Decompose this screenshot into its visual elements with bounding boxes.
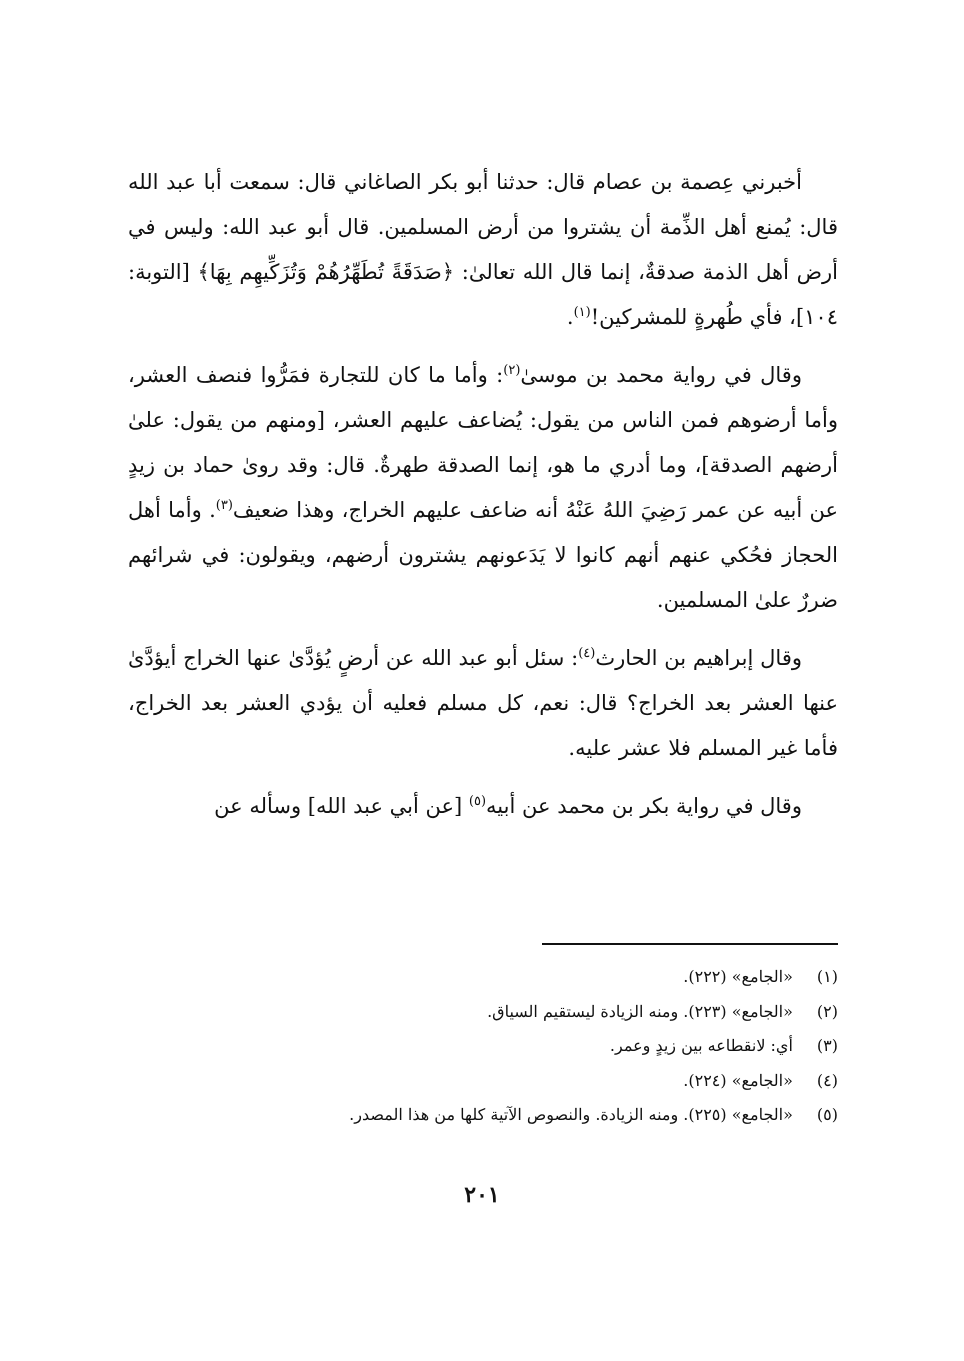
footnote-2	[160, 995, 838, 1030]
paragraph-text: وقال إبراهيم بن الحارث	[595, 646, 803, 670]
footnote-3	[160, 1029, 838, 1064]
footnote-ref-2: (٢)	[503, 363, 521, 378]
paragraph-text: : وأما ما كان للتجارة فمَرُّوا فنصف العشر، وأما أرضوهم فمن الناس من يقول: يُضاعف عليهم العشر، [ومنهم من يقول: علىٰ أرضهم الصدقة]، وما أدري ما هو، إنما الصدقة طهرةٌ. قال: وقد روىٰ حماد بن زيدٍ عن أبيه عن عمر رَضِيَ اللهُ عَنْهُ أنه ضاعف عليهم الخراج، وهذا ضعيف	[128, 363, 838, 522]
footnote-text: «الجامع» (٢٢٣). ومنه الزيادة ليستقيم السياق.	[487, 1001, 793, 1021]
paragraph-2	[128, 353, 838, 623]
footnote-ref-1: (١)	[573, 305, 591, 320]
paragraph-text: [عن أبي عبد الله] وسأله عن	[214, 794, 469, 818]
footnote-number: (٣)	[816, 1036, 838, 1055]
footnotes	[160, 960, 838, 1133]
footnote-text: «الجامع» (٢٢٥). ومنه الزيادة. والنصوص الآتية كلها من هذا المصدر.	[349, 1105, 793, 1124]
footnote-number: (٥)	[816, 1105, 838, 1124]
footnote-text: «الجامع» (٢٢٢).	[683, 967, 793, 986]
main-text	[128, 160, 838, 842]
footnote-ref-3: (٣)	[215, 498, 233, 513]
footnote-text: أي: لانقطاعه بين زيدٍ وعمر.	[609, 1036, 793, 1055]
paragraph-3	[128, 636, 838, 771]
paragraph-text: وقال في رواية بكر بن محمد عن أبيه	[486, 794, 802, 818]
paragraph-text: : سئل أبو عبد الله عن أرضٍ يُؤدَّىٰ عنها الخراج أيؤدَّىٰ عنها العشر بعد الخراج؟ قال: نعم، كل مسلم فعليه أن يؤدي العشر بعد الخراج، فأما غير المسلم فلا عشر عليه.	[128, 646, 838, 760]
footnote-5	[160, 1098, 838, 1133]
paragraph-text: وقال في رواية محمد بن موسىٰ	[520, 363, 802, 387]
footnote-number: (١)	[816, 967, 838, 986]
paragraph-text: .	[566, 305, 574, 329]
footnote-number: (٢)	[816, 1001, 838, 1021]
footnote-text: «الجامع» (٢٢٤).	[683, 1070, 793, 1090]
footnote-ref-4: (٤)	[578, 646, 596, 661]
paragraph-text: . وأما أهل الحجاز فحُكي عنهم أنهم كانوا لا يَدَعونهم يشترون أرضهم، ويقولون: في شرائهم ضررٌ علىٰ المسلمين.	[128, 498, 838, 612]
paragraph-1	[128, 160, 838, 340]
page-number: ٢٠١	[464, 1182, 500, 1208]
footnote-1	[160, 960, 838, 995]
paragraph-4	[128, 784, 838, 829]
paragraph-text: أخبرني عِصمة بن عصام قال: حدثنا أبو بكر الصاغاني قال: سمعت أبا عبد الله قال: يُمنع أهل الذِّمة أن يشتروا من أرض المسلمين. قال أبو عبد الله: وليس في أرض أهل الذمة صدقةٌ، إنما قال الله تعالىٰ: ﴿صَدَقَةً تُطَهِّرُهُمْ وَتُزَكِّيهِم بِهَا﴾ [التوبة: ١٠٤]، فأي طُهرةٍ للمشركين!	[128, 170, 838, 329]
footnote-4	[160, 1064, 838, 1099]
footnote-ref-5: (٥)	[468, 794, 487, 809]
footnote-number: (٤)	[816, 1070, 838, 1090]
footnote-divider	[542, 943, 838, 945]
